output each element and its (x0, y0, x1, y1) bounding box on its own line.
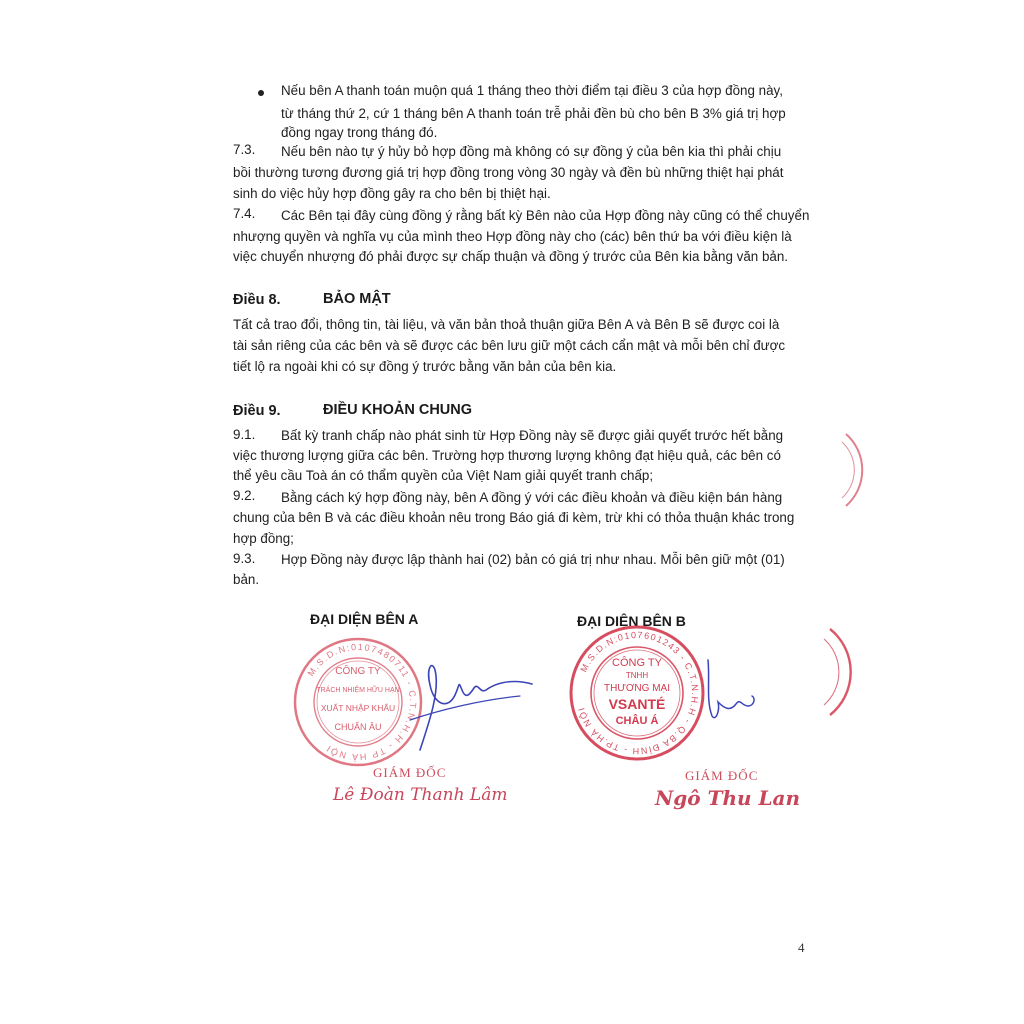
bullet-line-3: đồng ngay trong tháng đó. (281, 125, 438, 140)
signature-b-scribble (690, 650, 770, 730)
clause-7-3-number: 7.3. (233, 142, 256, 157)
stamp-b-line-1: CÔNG TY (612, 657, 662, 669)
stamp-b-seal (568, 624, 706, 762)
clause-7-4-number: 7.4. (233, 206, 256, 221)
section-9-number: Điều 9. (233, 403, 281, 419)
section-8-line-2: tài sản riêng của các bên và sẽ được các bên lưu giữ một cách cẩn mật và mỗi bên chỉ được (233, 338, 786, 353)
stamp-b-line-4: VSANTÉ (608, 696, 666, 712)
clause-9-1-number: 9.1. (233, 427, 256, 442)
clause-7-3-line-3: sinh do việc hủy hợp đồng gây ra cho bên bị thiệt hại. (233, 186, 551, 201)
clause-9-3-number: 9.3. (233, 551, 256, 566)
party-b-title: ĐẠI DIỆN BÊN B (577, 613, 686, 629)
clause-7-4-line-1: Các Bên tại đây cùng đồng ý rằng bất kỳ Bên nào của Hợp đồng này cũng có thể chuyển (281, 208, 810, 223)
section-9-title: ĐIỀU KHOẢN CHUNG (323, 402, 473, 418)
clause-9-2-number: 9.2. (233, 488, 256, 503)
bullet-line-1: Nếu bên A thanh toán muộn quá 1 tháng theo thời điểm tại điều 3 của hợp đồng này, (281, 83, 783, 98)
signature-a-scribble (400, 650, 540, 760)
margin-stamp-fragment-bottom (822, 625, 862, 720)
clause-9-2-line-1: Bằng cách ký hợp đồng này, bên A đồng ý với các điều khoản và điều kiện bán hàng (281, 490, 783, 505)
stamp-a-line-2: TRÁCH NHIỆM HỮU HẠN (316, 687, 400, 694)
party-a-role: GIÁM ĐỐC (373, 765, 447, 780)
clause-9-3-line-2: bản. (233, 572, 260, 587)
margin-stamp-fragment-top (840, 430, 870, 510)
stamp-b-line-2: TNHH (625, 671, 649, 680)
section-8-title: BẢO MẬT (323, 291, 391, 307)
bullet-icon (258, 90, 264, 96)
page-number: 4 (798, 940, 805, 955)
clause-9-1-line-2: việc thương lượng giữa các bên. Trường hợp thương lượng không đạt hiệu quả, các bên có (233, 448, 781, 463)
stamp-a-ring: M.S.D.N:0107480711 - C.T.N.H.H - TP HÀ NỘI (305, 641, 419, 763)
section-8-line-3: tiết lộ ra ngoài khi có sự đồng ý trước bằng văn bản của bên kia. (233, 359, 617, 374)
clause-7-3-line-2: bồi thường tương đương giá trị hợp đồng trong vòng 30 ngày và đền bù những thiệt hại phát (233, 165, 784, 180)
stamp-a-line-3: XUẤT NHẬP KHẨU (320, 703, 396, 713)
clause-9-1-line-3: thể yêu cầu Toà án có thẩm quyền của Việt Nam giải quyết tranh chấp; (233, 468, 654, 483)
clause-9-2-line-2: chung của bên B và các điều khoản nêu trong Báo giá đi kèm, trừ khi có thỏa thuận khác trong (233, 510, 795, 525)
party-a-title: ĐẠI DIỆN BÊN A (310, 611, 419, 627)
clause-9-2-line-3: hợp đồng; (233, 531, 294, 546)
clause-9-1-line-1: Bất kỳ tranh chấp nào phát sinh từ Hợp Đồng này sẽ được giải quyết trước hết bằng (281, 428, 784, 443)
stamp-a-line-1: CÔNG TY (335, 666, 381, 677)
party-a-name: Lê Đoàn Thanh Lâm (333, 785, 508, 805)
party-b-name: Ngô Thu Lan (655, 786, 801, 810)
clause-7-4-line-3: việc chuyển nhượng đó phải được sự chấp thuận và đồng ý trước của Bên kia bằng văn bản. (233, 249, 789, 264)
bullet-line-2: từ tháng thứ 2, cứ 1 tháng bên A thanh toán trễ phải đền bù cho bên B 3% giá trị hợp (281, 106, 786, 121)
clause-9-3-line-1: Hợp Đồng này được lập thành hai (02) bản có giá trị như nhau. Mỗi bên giữ một (01) (281, 552, 785, 567)
stamp-b-line-5: CHÂU Á (615, 715, 659, 727)
stamp-b-line-3: THƯƠNG MẠI (603, 683, 671, 694)
clause-7-4-line-2: nhượng quyền và nghĩa vụ của mình theo Hợp đồng này cho (các) bên thứ ba với điều kiện là (233, 229, 792, 244)
party-b-role: GIÁM ĐỐC (685, 768, 759, 783)
section-8-number: Điều 8. (233, 292, 281, 308)
clause-7-3-line-1: Nếu bên nào tự ý hủy bỏ hợp đồng mà không có sự đồng ý của bên kia thì phải chịu (281, 144, 782, 159)
stamp-a-line-4: CHUẨN ÂU (334, 722, 382, 732)
section-8-line-1: Tất cả trao đổi, thông tin, tài liệu, và văn bản thoả thuận giữa Bên A và Bên B sẽ được coi là (233, 317, 780, 332)
stamp-b-ring: M.S.D.N:0107601243 - C.T.N.H.H - Q.BA ĐÌNH - TP.HÀ NỘI (575, 629, 701, 757)
